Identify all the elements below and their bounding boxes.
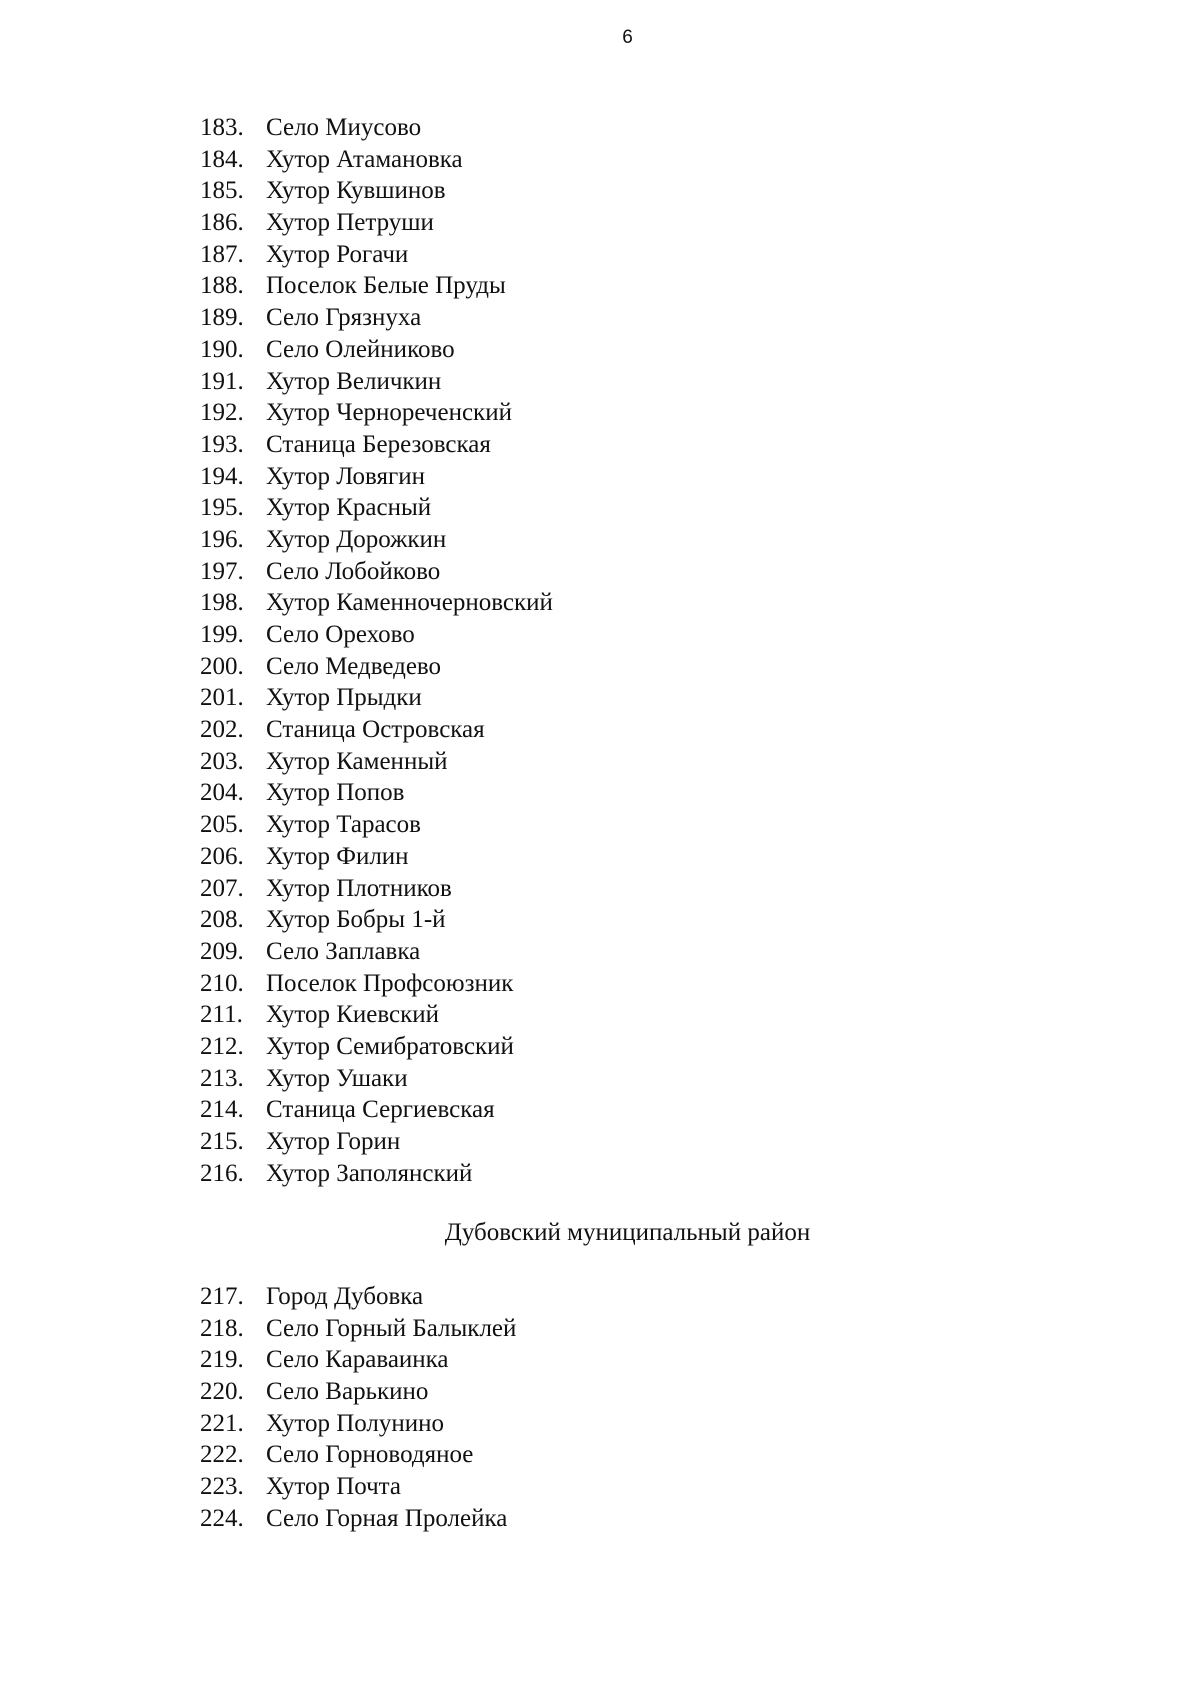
list-item xyxy=(200,175,553,207)
settlement-name: Хутор Красный xyxy=(266,494,432,522)
item-number: 183. xyxy=(200,114,244,141)
list-item xyxy=(200,334,553,366)
list-item xyxy=(200,1031,553,1063)
item-number: 191. xyxy=(200,367,244,395)
list-item xyxy=(200,1344,516,1376)
item-number: 192. xyxy=(200,399,244,427)
settlement-name: Хутор Величкин xyxy=(266,367,442,395)
list-item xyxy=(200,461,553,493)
settlement-name: Станица Сергиевская xyxy=(266,1096,495,1124)
list-item xyxy=(200,1063,553,1095)
item-number: 204. xyxy=(200,779,244,807)
item-number: 187. xyxy=(200,240,244,268)
settlement-name: Хутор Полунино xyxy=(266,1409,445,1437)
item-number: 224. xyxy=(200,1504,244,1532)
item-number: 202. xyxy=(200,716,244,744)
settlement-name: Поселок Профсоюзник xyxy=(266,969,514,997)
item-number: 188. xyxy=(200,272,244,300)
item-number: 197. xyxy=(200,557,244,585)
item-number: 195. xyxy=(200,494,244,522)
list-item xyxy=(200,1281,516,1313)
list-item xyxy=(200,904,553,936)
list-item xyxy=(200,587,553,619)
list-item xyxy=(200,207,553,239)
item-number: 220. xyxy=(200,1378,244,1406)
page-number: 6 xyxy=(622,27,633,48)
item-number: 209. xyxy=(200,937,244,965)
settlement-name: Село Олейниково xyxy=(266,335,455,363)
settlement-name: Хутор Попов xyxy=(266,779,405,807)
list-item xyxy=(200,1313,516,1345)
item-number: 208. xyxy=(200,906,244,934)
list-item xyxy=(200,429,553,461)
settlement-name: Станица Березовская xyxy=(266,430,491,458)
settlement-name: Хутор Атамановка xyxy=(266,145,463,173)
settlement-name: Станица Островская xyxy=(266,716,485,744)
item-number: 194. xyxy=(200,462,244,490)
item-number: 189. xyxy=(200,304,244,332)
item-number: 190. xyxy=(200,335,244,363)
list-item xyxy=(200,1439,516,1471)
settlement-list-dubovsky xyxy=(200,1281,516,1535)
list-item xyxy=(200,524,553,556)
list-item xyxy=(200,682,553,714)
list-item xyxy=(200,873,553,905)
item-number: 196. xyxy=(200,525,244,553)
list-item xyxy=(200,1471,516,1503)
item-number: 199. xyxy=(200,621,244,648)
list-item xyxy=(200,619,553,651)
item-number: 217. xyxy=(200,1283,244,1310)
item-number: 216. xyxy=(200,1159,244,1187)
list-item xyxy=(200,302,553,334)
list-item xyxy=(200,112,553,144)
settlement-list xyxy=(200,112,553,1189)
settlement-name: Хутор Семибратовский xyxy=(266,1032,514,1060)
settlement-name: Хутор Петруши xyxy=(266,209,434,237)
settlement-name: Хутор Бобры 1-й xyxy=(266,906,446,934)
settlement-name: Хутор Каменный xyxy=(266,747,448,775)
item-number: 221. xyxy=(200,1409,244,1437)
item-number: 213. xyxy=(200,1064,244,1092)
list-item xyxy=(200,144,553,176)
settlement-name: Село Горноводяное xyxy=(266,1441,474,1469)
list-item xyxy=(200,651,553,683)
settlement-name: Село Варькино xyxy=(266,1378,429,1406)
settlement-name: Хутор Горин xyxy=(266,1128,401,1155)
list-item xyxy=(200,492,553,524)
list-item xyxy=(200,1376,516,1408)
item-number: 184. xyxy=(200,145,244,173)
item-number: 210. xyxy=(200,969,244,997)
settlement-name: Хутор Кувшинов xyxy=(266,177,446,205)
settlement-name: Поселок Белые Пруды xyxy=(266,272,506,300)
settlement-name: Село Орехово xyxy=(266,621,415,648)
list-item xyxy=(200,999,553,1031)
list-item xyxy=(200,1158,553,1190)
settlement-name: Село Заплавка xyxy=(266,937,421,965)
item-number: 212. xyxy=(200,1032,244,1060)
list-item xyxy=(200,746,553,778)
item-number: 186. xyxy=(200,209,244,237)
settlement-name: Хутор Почта xyxy=(266,1473,402,1501)
list-item xyxy=(200,841,553,873)
settlement-name: Хутор Киевский xyxy=(266,1001,440,1029)
list-item xyxy=(200,1126,553,1158)
item-number: 218. xyxy=(200,1314,244,1342)
item-number: 211. xyxy=(200,1001,243,1029)
settlement-name: Хутор Плотников xyxy=(266,874,452,902)
settlement-name: Город Дубовка xyxy=(266,1283,424,1310)
item-number: 207. xyxy=(200,874,244,902)
list-item xyxy=(200,270,553,302)
item-number: 222. xyxy=(200,1441,244,1469)
settlement-name: Хутор Филин xyxy=(266,842,409,870)
list-item xyxy=(200,397,553,429)
item-number: 215. xyxy=(200,1128,244,1155)
list-item xyxy=(200,1094,553,1126)
list-item xyxy=(200,809,553,841)
item-number: 201. xyxy=(200,684,244,712)
settlement-name: Хутор Рогачи xyxy=(266,240,409,268)
item-number: 214. xyxy=(200,1096,244,1124)
list-item xyxy=(200,239,553,271)
settlement-name: Хутор Чернореченский xyxy=(266,399,512,427)
settlement-name: Хутор Ушаки xyxy=(266,1064,408,1092)
settlement-name: Хутор Тарасов xyxy=(266,811,421,839)
settlement-name: Село Медведево xyxy=(266,652,442,680)
settlement-name: Село Лобойково xyxy=(266,557,441,585)
list-item xyxy=(200,366,553,398)
settlement-name: Хутор Прыдки xyxy=(266,684,422,712)
settlement-name: Село Миусово xyxy=(266,114,422,141)
settlement-name: Хутор Дорожкин xyxy=(266,525,447,553)
item-number: 205. xyxy=(200,811,244,839)
list-item xyxy=(200,714,553,746)
settlement-name: Село Горный Балыклей xyxy=(266,1314,517,1342)
item-number: 185. xyxy=(200,177,244,205)
item-number: 206. xyxy=(200,842,244,870)
item-number: 193. xyxy=(200,430,244,458)
settlement-name: Хутор Заполянский xyxy=(266,1159,473,1187)
item-number: 198. xyxy=(200,589,244,617)
list-item xyxy=(200,968,553,1000)
settlement-name: Хутор Каменночерновский xyxy=(266,589,553,617)
settlement-name: Село Караваинка xyxy=(266,1346,449,1374)
settlement-name: Село Грязнуха xyxy=(266,304,422,332)
settlement-name: Село Горная Пролейка xyxy=(266,1504,508,1532)
item-number: 223. xyxy=(200,1473,244,1501)
list-item xyxy=(200,1408,516,1440)
section-heading: Дубовский муниципальный район xyxy=(444,1219,811,1246)
item-number: 203. xyxy=(200,747,244,775)
list-item xyxy=(200,1503,516,1535)
list-item xyxy=(200,777,553,809)
item-number: 219. xyxy=(200,1346,244,1374)
item-number: 200. xyxy=(200,652,244,680)
settlement-name: Хутор Ловягин xyxy=(266,462,426,490)
list-item xyxy=(200,936,553,968)
list-item xyxy=(200,556,553,588)
